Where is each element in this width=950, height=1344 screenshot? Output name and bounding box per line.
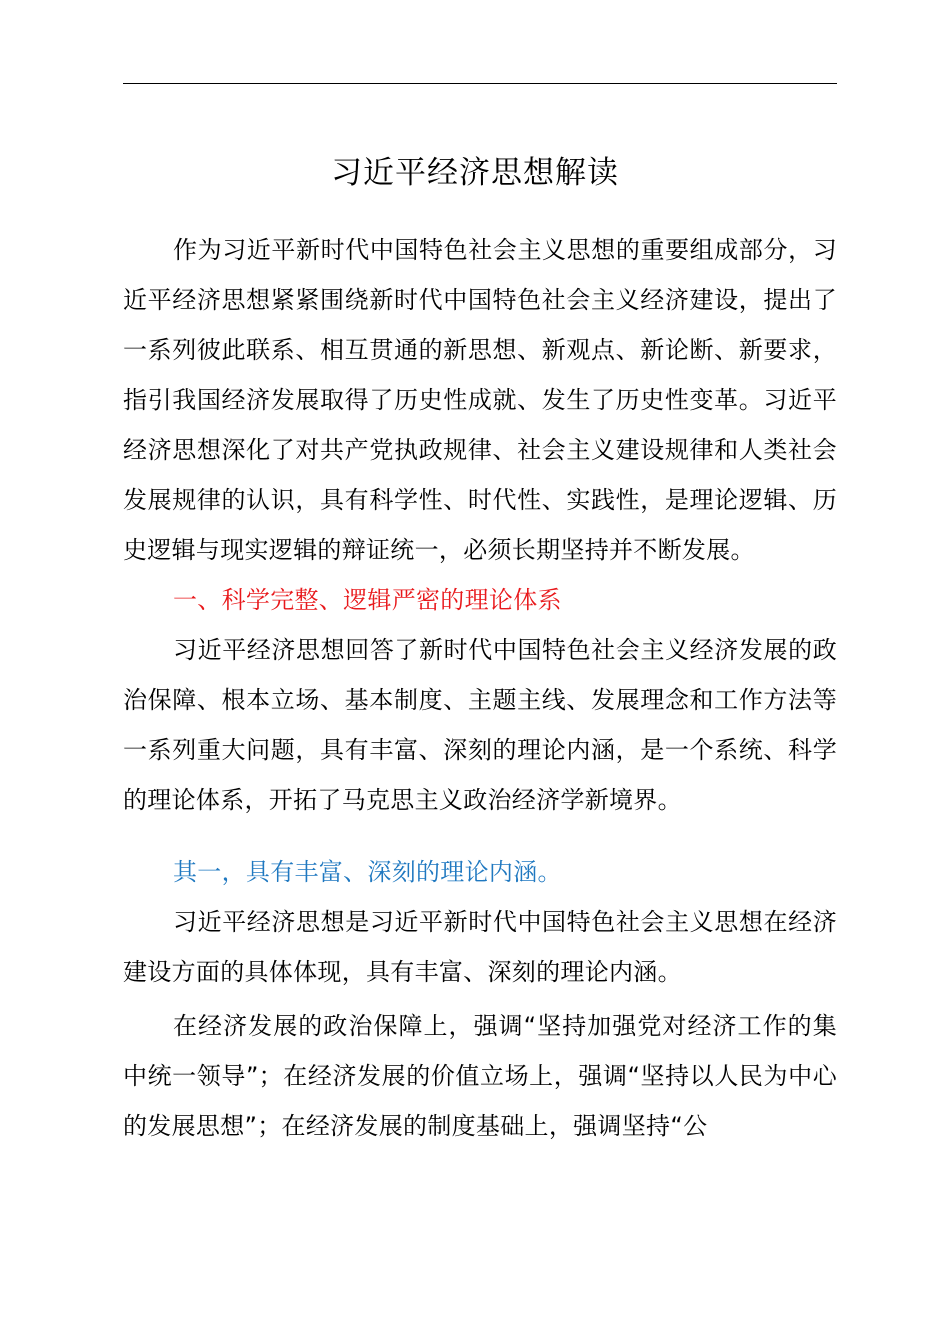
paragraph-subsection-1: 习近平经济思想是习近平新时代中国特色社会主义思想在经济建设方面的具体体现，具有丰富、深刻的理论内涵。	[123, 908, 837, 986]
paragraph-section-1: 习近平经济思想回答了新时代中国特色社会主义经济发展的政治保障、根本立场、基本制度、主题主线、发展理念和工作方法等一系列重大问题，具有丰富、深刻的理论内涵，是一个系统、科学的理论体系，开拓了马克思主义政治经济学新境界。	[123, 636, 837, 814]
document-title: 习近平经济思想解读	[331, 155, 619, 191]
paragraph-intro: 作为习近平新时代中国特色社会主义思想的重要组成部分，习近平经济思想紧紧围绕新时代中国特色社会主义经济建设，提出了一系列彼此联系、相互贯通的新思想、新观点、新论断、新要求，指引我国经济发展取得了历史性成就、发生了历史性变革。习近平经济思想深化了对共产党执政规律、社会主义建设规律和人类社会发展规律的认识，具有科学性、时代性、实践性，是理论逻辑、历史逻辑与现实逻辑的辩证统一，必须长期坚持并不断发展。	[123, 236, 837, 564]
section-heading-1: 一、科学完整、逻辑严密的理论体系	[173, 586, 562, 614]
subsection-heading-1: 其一，具有丰富、深刻的理论内涵。	[173, 858, 562, 886]
paragraph-political-guarantee: 在经济发展的政治保障上，强调“坚持加强党对经济工作的集中统一领导”；在经济发展的价值立场上，强调“坚持以人民为中心的发展思想”；在经济发展的制度基础上，强调坚持“公	[123, 1012, 837, 1140]
document-body	[123, 225, 837, 1151]
header-rule	[123, 83, 837, 84]
